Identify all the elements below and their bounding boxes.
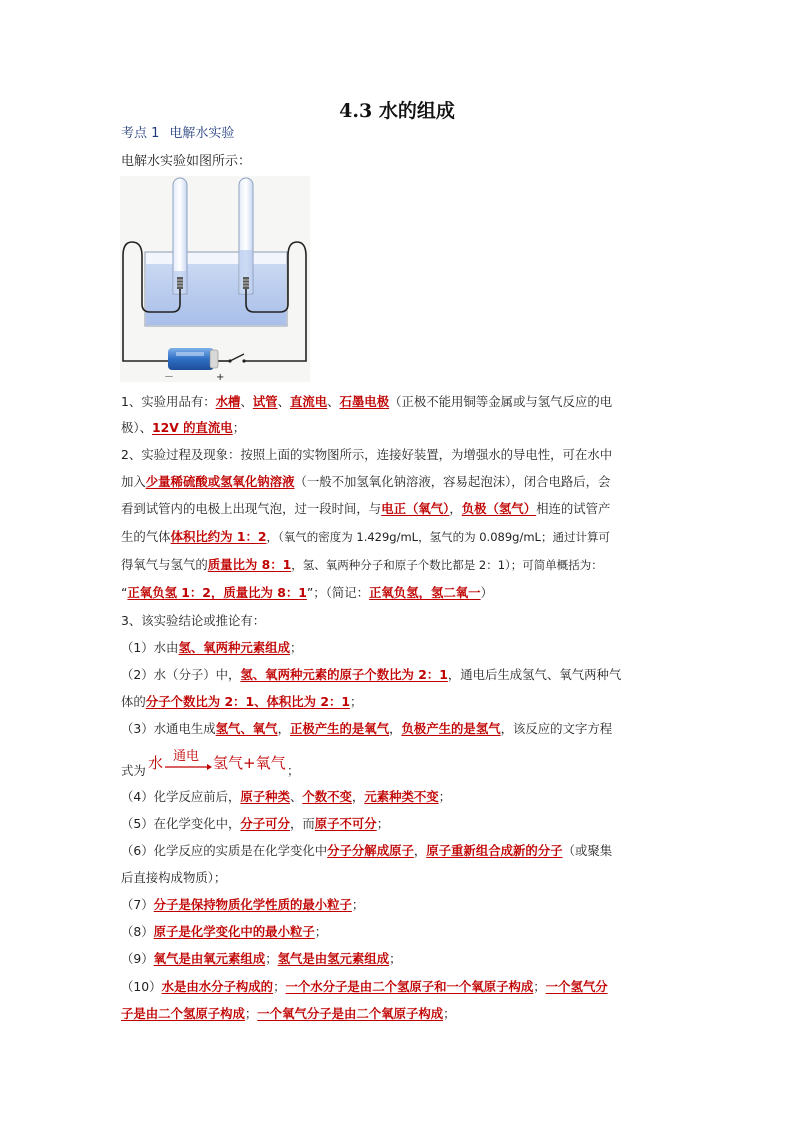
- para-1-line-2: 极）、12V 的直流电；: [121, 420, 246, 435]
- conclusion-6-line-2: 后直接构成物质）；: [121, 870, 227, 885]
- equation-reactant: 水: [148, 754, 164, 772]
- para-2-line-2: 加入少量稀硫酸或氢氧化钠溶液（一般不加氢氧化钠溶液，容易起泡沫），闭合电路后，会: [121, 474, 611, 489]
- conclusion-10-line-1: （10）水是由水分子构成的；一个水分子是由二个氢原子和一个氧原子构成；一个氢气分: [121, 979, 608, 994]
- conclusion-6-line-1: （6）化学反应的实质是在化学变化中分子分解成原子，原子重新组合成新的分子（或聚集: [121, 843, 613, 858]
- equation-condition: 通电: [173, 749, 200, 764]
- battery: [168, 348, 214, 370]
- conclusion-2-line-2: 体的分子个数比为 2：1、体积比为 2：1；: [121, 694, 363, 709]
- conclusion-9: （9）氧气是由氧元素组成；氢气是由氢元素组成；: [121, 951, 402, 966]
- para-1-line-1: 1、实验用品有：水槽、试管、直流电、石墨电极（正极不能用铜等金属或与氢气反应的电: [121, 394, 613, 409]
- equation-end: ；: [287, 763, 300, 778]
- conclusion-7: （7）分子是保持物质化学性质的最小粒子；: [121, 897, 365, 912]
- para-2-line-4: 生的气体体积比约为 1：2，（氧气的密度为 1.429g/mL，氢气的为 0.089g/mL；通过计算可: [121, 529, 610, 544]
- conclusion-8: （8）原子是化学变化中的最小粒子；: [121, 924, 328, 939]
- conclusion-1: （1）水由氢、氧两种元素组成；: [121, 640, 303, 655]
- section-heading: [121, 122, 244, 141]
- equation-prefix: 式为: [121, 763, 146, 778]
- negative-label: －: [164, 372, 174, 382]
- para-3-heading: 3、该实验结论或推论有：: [121, 613, 266, 628]
- conclusion-5: （5）在化学变化中，分子可分，而原子不可分；: [121, 816, 390, 831]
- para-2-line-1: 2、实验过程及现象：按照上面的实物图所示，连接好装置，为增强水的导电性，可在水中: [121, 447, 613, 462]
- electrolysis-apparatus-figure: [120, 176, 310, 382]
- section-name: 电解水实验: [169, 126, 235, 141]
- section-number: 考点 1: [121, 126, 160, 141]
- word-equation: [121, 749, 681, 789]
- para-2-line-5: 得氧气与氢气的质量比为 8：1，氢、氧两种分子和原子个数比都是 2：1）；可简单概括为：: [121, 557, 603, 572]
- conclusion-3-line-1: （3）水通电生成氢气、氧气，正极产生的是氧气，负极产生的是氢气，该反应的文字方程: [121, 721, 613, 736]
- reaction-arrow-icon: [165, 763, 213, 771]
- conclusion-10-line-2: 子是由二个氢原子构成；一个氧气分子是由二个氧原子构成；: [121, 1006, 456, 1021]
- intro-text: 电解水实验如图所示：: [121, 154, 252, 169]
- para-2-line-3: 看到试管内的电极上出现气泡，过一段时间，与电正（氧气），负极（氢气）相连的试管产: [121, 501, 611, 516]
- positive-label: +: [216, 372, 225, 382]
- equation-products: 氢气+氧气: [213, 754, 286, 772]
- conclusion-2-line-1: （2）水（分子）中，氢、氧两种元素的原子个数比为 2：1，通电后生成氢气、氧气两种气: [121, 667, 622, 682]
- conclusion-4: （4）化学反应前后，原子种类、个数不变，元素种类不变；: [121, 789, 452, 804]
- para-2-line-6: “正氧负氢 1：2，质量比为 8：1”；（简记：正氧负氢，氢二氧一）: [121, 585, 493, 600]
- page-title: 4.3 水的组成: [339, 100, 455, 122]
